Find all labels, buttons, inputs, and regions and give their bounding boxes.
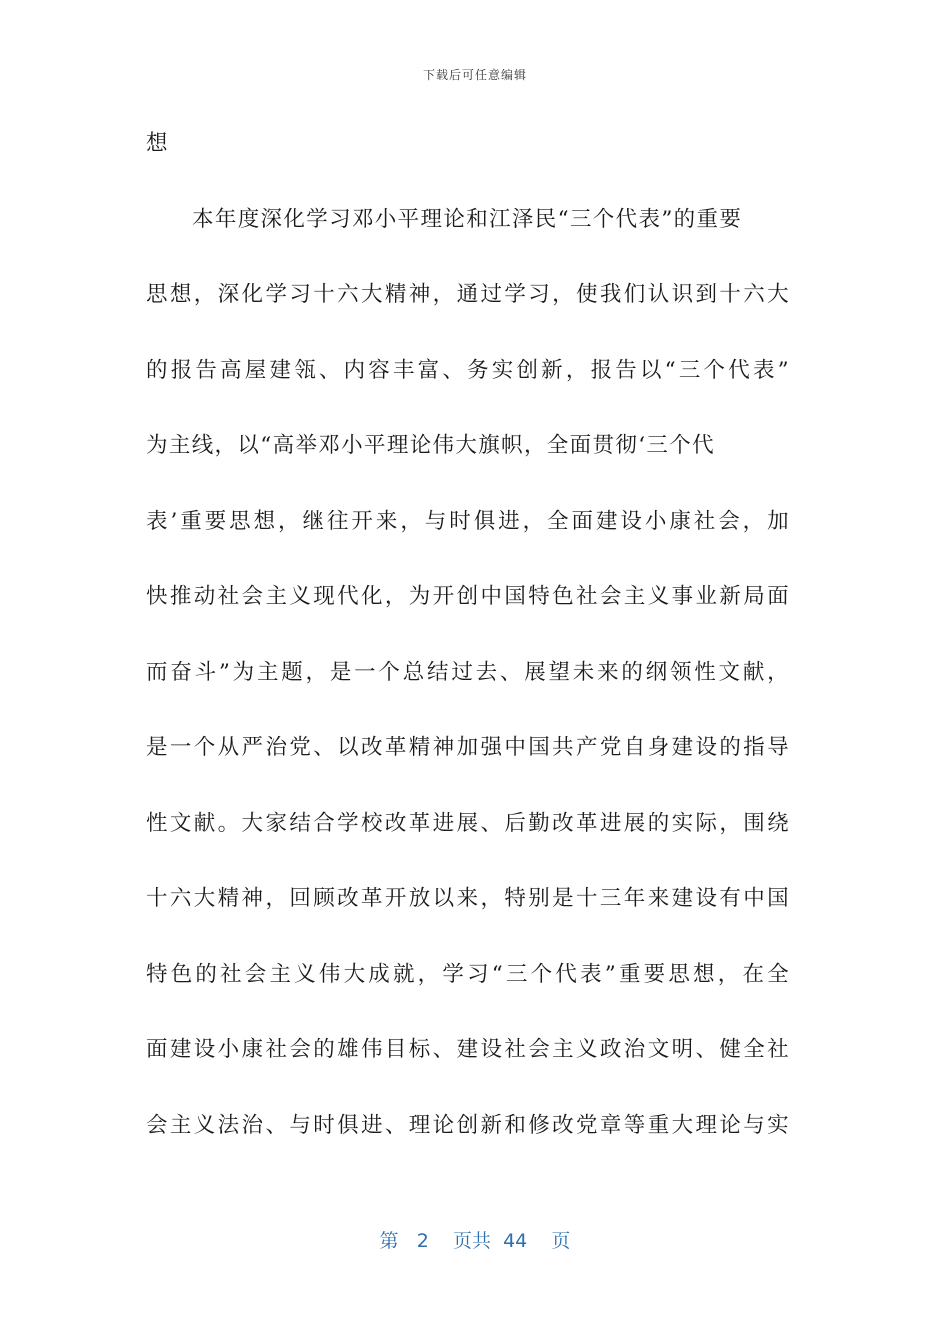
page-prefix: 第 xyxy=(379,1230,399,1252)
page-current: 2 xyxy=(416,1230,429,1252)
text-line: 是一个从严治党、以改革精神加强中国共产党自身建设的指导 xyxy=(146,735,790,760)
text-line: 表’重要思想，继往开来，与时俱进，全面建设小康社会，加 xyxy=(146,508,790,534)
text-line: 快推动社会主义现代化，为开创中国特色社会主义事业新局面 xyxy=(146,584,790,609)
text-line: 而奋斗”为主题，是一个总结过去、展望未来的纲领性文献， xyxy=(146,659,790,685)
page-total: 44 xyxy=(503,1230,528,1252)
page-number-footer xyxy=(0,1226,950,1253)
text-line: 十六大精神，回顾改革开放以来，特别是十三年来建设有中国 xyxy=(146,886,790,911)
page-middle: 页共 xyxy=(452,1230,491,1252)
text-line: 的报告高屋建瓴、内容丰富、务实创新，报告以“三个代表” xyxy=(146,357,790,383)
text-line: 会主义法治、与时俱进、理论创新和修改党章等重大理论与实 xyxy=(146,1112,790,1138)
text-line: 面建设小康社会的雄伟目标、建设社会主义政治文明、健全社 xyxy=(146,1037,790,1062)
page-suffix: 页 xyxy=(551,1230,571,1252)
document-body xyxy=(146,118,790,1175)
text-line: 思想，深化学习十六大精神，通过学习，使我们认识到十六大 xyxy=(146,282,790,307)
text-line: 特色的社会主义伟大成就，学习“三个代表”重要思想，在全 xyxy=(146,961,790,987)
paragraph-first-line: 本年度深化学习邓小平理论和江泽民“三个代表”的重要 xyxy=(192,206,743,232)
text-line: 为主线，以“高举邓小平理论伟大旗帜，全面贯彻‘三个代 xyxy=(146,433,715,458)
header-note: 下载后可任意编辑 xyxy=(422,68,527,82)
text-line: 性文献。大家结合学校改革进展、后勤改革进展的实际，围绕 xyxy=(146,810,790,836)
text-line: 想 xyxy=(146,131,169,156)
